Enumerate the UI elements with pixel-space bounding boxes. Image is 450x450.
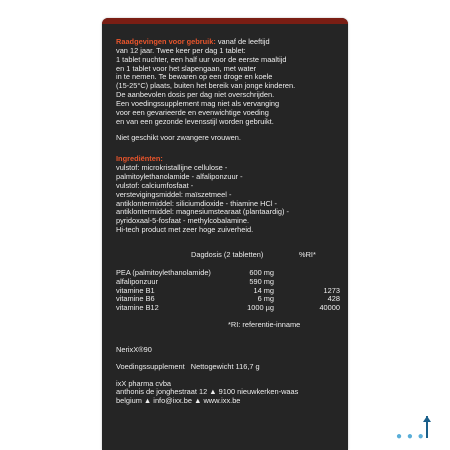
usage-line: van 12 jaar. Twee keer per dag 1 tablet: <box>116 45 246 55</box>
nutrient-name: vitamine B12 <box>116 303 159 313</box>
nutrient-name: PEA (palmitoylethanolamide) <box>116 267 211 277</box>
nutrient-name: alfaliponzuur <box>116 276 158 286</box>
ingredients-line: antiklontermiddel: siliciumdioxide - thiamine HCl - <box>116 198 278 208</box>
usage-line: en van een gezonde levensstijl worden gebruikt. <box>116 116 274 126</box>
ri-footnote: *RI: referentie-inname <box>228 320 301 330</box>
nutrient-amount: 1000 µg <box>247 303 274 313</box>
usage-line: (15-25°C) plaats, buiten het bereik van jonge kinderen. <box>116 81 296 91</box>
usage-line: voor een gevarieerde en evenwichtige voeding <box>116 107 269 117</box>
ingredients-line: verstevigingsmiddel: maïszetmeel - <box>116 189 232 199</box>
ingredients-heading: Ingrediënten: <box>116 154 163 164</box>
nutrient-amount: 590 mg <box>249 276 274 286</box>
ingredients-line: Hi-tech product met zeer hoge zuiverheid. <box>116 225 254 235</box>
daily-dose-column-header: Dagdosis (2 tabletten) <box>191 249 264 259</box>
nutrition-row <box>116 304 340 313</box>
usage-line: Een voedingssupplement mag niet als vervanging <box>116 98 280 108</box>
usage-line: De aanbevolen dosis per dag niet overschrijden. <box>116 90 275 100</box>
ingredients-line: palmitoylethanolamide - alfaliponzuur - <box>116 171 243 181</box>
nutrient-ri: 1273 <box>323 285 340 295</box>
product-label-panel <box>102 18 348 450</box>
usage-line: en 1 tablet voor het slapengaan, met water <box>116 63 257 73</box>
ingredients-line: antiklontermiddel: magnesiumstearaat (plantaardig) - <box>116 207 289 217</box>
nutrient-name: vitamine B1 <box>116 285 155 295</box>
usage-line: vanaf de leeftijd <box>215 37 270 46</box>
usage-line: 1 tablet nuchter, een half uur voor de eerste maaltijd <box>116 54 287 64</box>
company-name: ixX pharma cvba <box>116 378 172 388</box>
ri-column-header: %RI* <box>299 249 316 259</box>
watermark-logo-icon <box>426 416 428 438</box>
pregnancy-warning: Niet geschikt voor zwangere vrouwen. <box>116 133 241 143</box>
product-code: NerixX®90 <box>116 344 152 354</box>
nutrient-amount: 600 mg <box>249 267 274 277</box>
ingredients-line: vulstof: microkristallijne cellulose - <box>116 163 228 173</box>
ingredients-line: vulstof: calciumfosfaat - <box>116 180 194 190</box>
top-accent-strip <box>102 18 348 24</box>
nutrient-ri: 428 <box>327 294 340 304</box>
nutrient-amount: 6 mg <box>257 294 274 304</box>
usage-instructions-section <box>116 38 340 143</box>
company-contact: belgium ▲ info@ixx.be ▲ www.ixx.be <box>116 396 241 406</box>
nutrient-ri: 40000 <box>319 303 340 313</box>
usage-line: in te nemen. Te bewaren op een droge en koele <box>116 72 273 82</box>
ingredients-section <box>116 155 340 235</box>
label-content <box>116 38 340 406</box>
company-address: anthonis de jonghestraat 12 ▲ 9100 nieuwkerken-waas <box>116 387 299 397</box>
nutrient-name: vitamine B6 <box>116 294 155 304</box>
ingredients-line: pyridoxaal-5-fosfaat - methylcobalamine. <box>116 216 250 226</box>
watermark-dots: ● ● ● <box>396 431 425 442</box>
nutrition-table <box>116 251 340 330</box>
nutrition-table-header <box>116 251 340 261</box>
usage-instructions-heading: Raadgevingen voor gebruik: <box>116 37 216 46</box>
nutrient-amount: 14 mg <box>253 285 274 295</box>
supplement-net-weight: Voedingssupplement Nettogewicht 116,7 g <box>116 361 260 371</box>
